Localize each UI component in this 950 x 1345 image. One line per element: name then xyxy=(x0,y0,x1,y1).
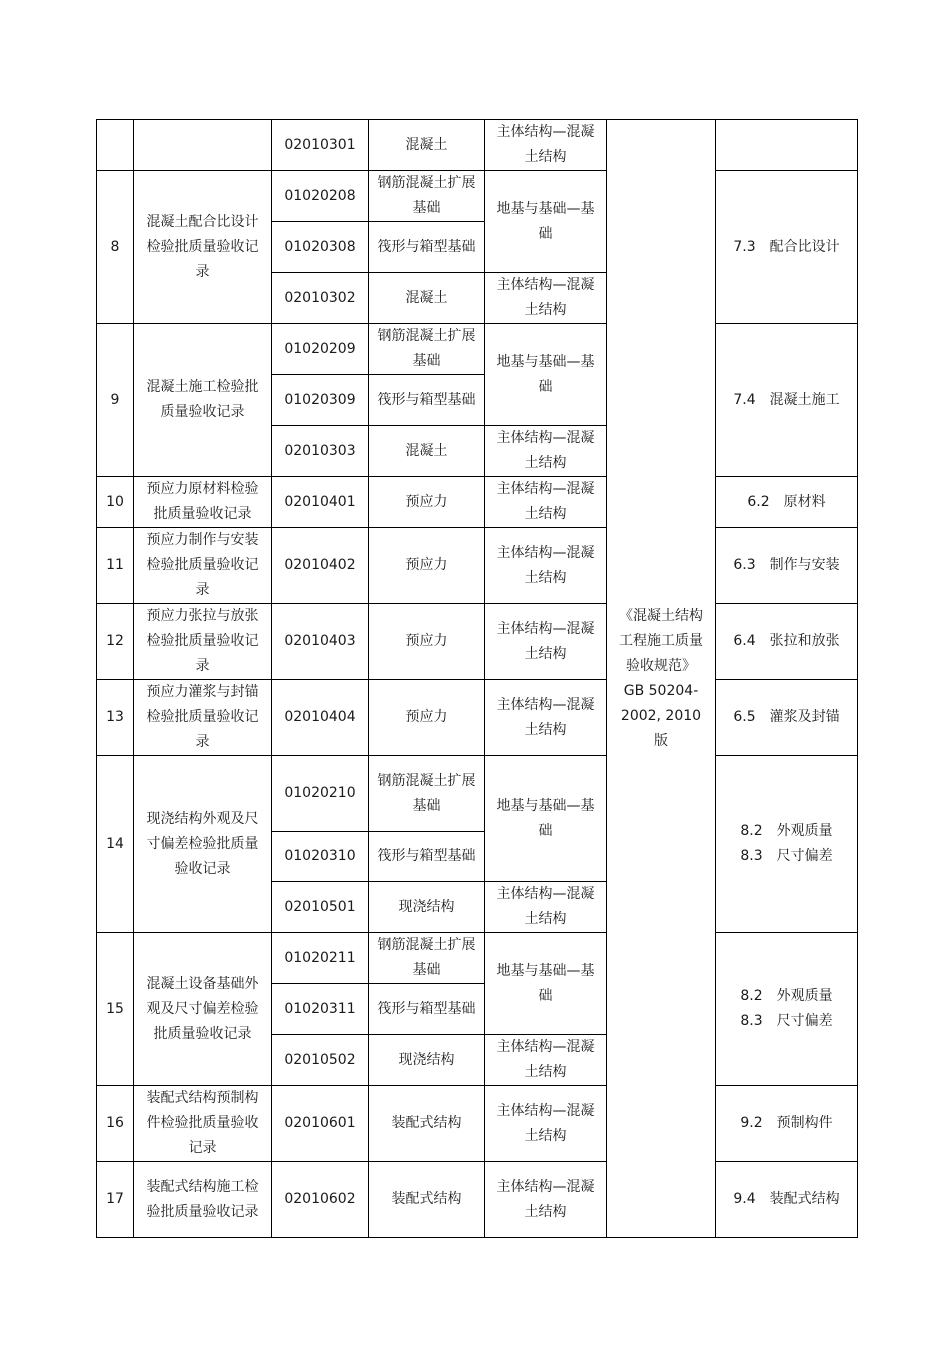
sub-item-name: 装配式结构 xyxy=(369,1086,485,1162)
division-name: 主体结构—混凝土结构 xyxy=(485,477,607,528)
table-row xyxy=(97,324,858,375)
clause-reference: 6.2 原材料 xyxy=(716,477,858,528)
clause-reference: 9.2 预制构件 xyxy=(716,1086,858,1162)
item-code: 02010402 xyxy=(272,528,369,604)
division-name: 主体结构—混凝土结构 xyxy=(485,604,607,680)
table-row xyxy=(97,120,858,171)
table-row xyxy=(97,756,858,832)
record-name: 混凝土设备基础外观及尺寸偏差检验批质量验收记录 xyxy=(134,933,272,1086)
division-name: 主体结构—混凝土结构 xyxy=(485,528,607,604)
clause-reference: 8.2 外观质量 8.3 尺寸偏差 xyxy=(716,933,858,1086)
division-name: 主体结构—混凝土结构 xyxy=(485,882,607,933)
standard-reference: 《混凝土结构工程施工质量验收规范》 GB 50204-2002, 2010 版 xyxy=(607,120,716,1238)
sub-item-name: 混凝土 xyxy=(369,426,485,477)
sub-item-name: 混凝土 xyxy=(369,120,485,171)
sub-item-name: 预应力 xyxy=(369,680,485,756)
item-code: 02010403 xyxy=(272,604,369,680)
item-code: 02010302 xyxy=(272,273,369,324)
division-name: 主体结构—混凝土结构 xyxy=(485,680,607,756)
inspection-record-table xyxy=(96,119,858,1238)
record-name: 混凝土施工检验批质量验收记录 xyxy=(134,324,272,477)
clause-reference: 6.4 张拉和放张 xyxy=(716,604,858,680)
row-number: 8 xyxy=(97,171,134,324)
sub-item-name: 钢筋混凝土扩展基础 xyxy=(369,933,485,984)
record-name: 预应力制作与安装检验批质量验收记录 xyxy=(134,528,272,604)
sub-item-name: 钢筋混凝土扩展基础 xyxy=(369,756,485,832)
row-number: 13 xyxy=(97,680,134,756)
sub-item-name: 筏形与箱型基础 xyxy=(369,222,485,273)
record-name: 装配式结构施工检验批质量验收记录 xyxy=(134,1162,272,1238)
table-body xyxy=(97,120,858,1238)
item-code: 01020208 xyxy=(272,171,369,222)
item-code: 02010404 xyxy=(272,680,369,756)
division-name: 地基与基础—基础 xyxy=(485,324,607,426)
item-code: 02010303 xyxy=(272,426,369,477)
row-number: 15 xyxy=(97,933,134,1086)
clause-reference: 6.5 灌浆及封锚 xyxy=(716,680,858,756)
row-number: 11 xyxy=(97,528,134,604)
sub-item-name: 装配式结构 xyxy=(369,1162,485,1238)
table-row xyxy=(97,171,858,222)
row-number: 10 xyxy=(97,477,134,528)
sub-item-name: 预应力 xyxy=(369,528,485,604)
item-code: 01020310 xyxy=(272,832,369,882)
division-name: 主体结构—混凝土结构 xyxy=(485,1162,607,1238)
row-number: 17 xyxy=(97,1162,134,1238)
item-code: 01020209 xyxy=(272,324,369,375)
record-name: 预应力张拉与放张检验批质量验收记录 xyxy=(134,604,272,680)
item-code: 02010501 xyxy=(272,882,369,933)
item-code: 01020308 xyxy=(272,222,369,273)
clause-reference: 6.3 制作与安装 xyxy=(716,528,858,604)
table-row xyxy=(97,604,858,680)
table-row xyxy=(97,1086,858,1162)
division-name: 主体结构—混凝土结构 xyxy=(485,273,607,324)
record-name: 混凝土配合比设计检验批质量验收记录 xyxy=(134,171,272,324)
clause-reference xyxy=(716,120,858,171)
table-row xyxy=(97,680,858,756)
division-name: 主体结构—混凝土结构 xyxy=(485,120,607,171)
item-code: 02010601 xyxy=(272,1086,369,1162)
table-row xyxy=(97,933,858,984)
record-name: 装配式结构预制构件检验批质量验收记录 xyxy=(134,1086,272,1162)
division-name: 地基与基础—基础 xyxy=(485,933,607,1035)
division-name: 主体结构—混凝土结构 xyxy=(485,1086,607,1162)
item-code: 01020309 xyxy=(272,375,369,426)
item-code: 02010502 xyxy=(272,1035,369,1086)
clause-reference: 9.4 装配式结构 xyxy=(716,1162,858,1238)
sub-item-name: 钢筋混凝土扩展基础 xyxy=(369,171,485,222)
item-code: 01020311 xyxy=(272,984,369,1035)
sub-item-name: 筏形与箱型基础 xyxy=(369,832,485,882)
row-number: 9 xyxy=(97,324,134,477)
item-code: 02010401 xyxy=(272,477,369,528)
table-row xyxy=(97,477,858,528)
clause-reference: 8.2 外观质量 8.3 尺寸偏差 xyxy=(716,756,858,933)
record-name: 现浇结构外观及尺寸偏差检验批质量验收记录 xyxy=(134,756,272,933)
division-name: 主体结构—混凝土结构 xyxy=(485,1035,607,1086)
item-code: 01020210 xyxy=(272,756,369,832)
sub-item-name: 钢筋混凝土扩展基础 xyxy=(369,324,485,375)
item-code: 02010301 xyxy=(272,120,369,171)
sub-item-name: 预应力 xyxy=(369,477,485,528)
division-name: 地基与基础—基础 xyxy=(485,171,607,273)
record-name xyxy=(134,120,272,171)
row-number: 16 xyxy=(97,1086,134,1162)
item-code: 01020211 xyxy=(272,933,369,984)
table-row xyxy=(97,1162,858,1238)
row-number xyxy=(97,120,134,171)
division-name: 地基与基础—基础 xyxy=(485,756,607,882)
item-code: 02010602 xyxy=(272,1162,369,1238)
table-row xyxy=(97,528,858,604)
sub-item-name: 筏形与箱型基础 xyxy=(369,375,485,426)
row-number: 14 xyxy=(97,756,134,933)
sub-item-name: 现浇结构 xyxy=(369,1035,485,1086)
sub-item-name: 筏形与箱型基础 xyxy=(369,984,485,1035)
sub-item-name: 混凝土 xyxy=(369,273,485,324)
sub-item-name: 现浇结构 xyxy=(369,882,485,933)
row-number: 12 xyxy=(97,604,134,680)
clause-reference: 7.3 配合比设计 xyxy=(716,171,858,324)
sub-item-name: 预应力 xyxy=(369,604,485,680)
clause-reference: 7.4 混凝土施工 xyxy=(716,324,858,477)
record-name: 预应力原材料检验批质量验收记录 xyxy=(134,477,272,528)
division-name: 主体结构—混凝土结构 xyxy=(485,426,607,477)
record-name: 预应力灌浆与封锚检验批质量验收记录 xyxy=(134,680,272,756)
